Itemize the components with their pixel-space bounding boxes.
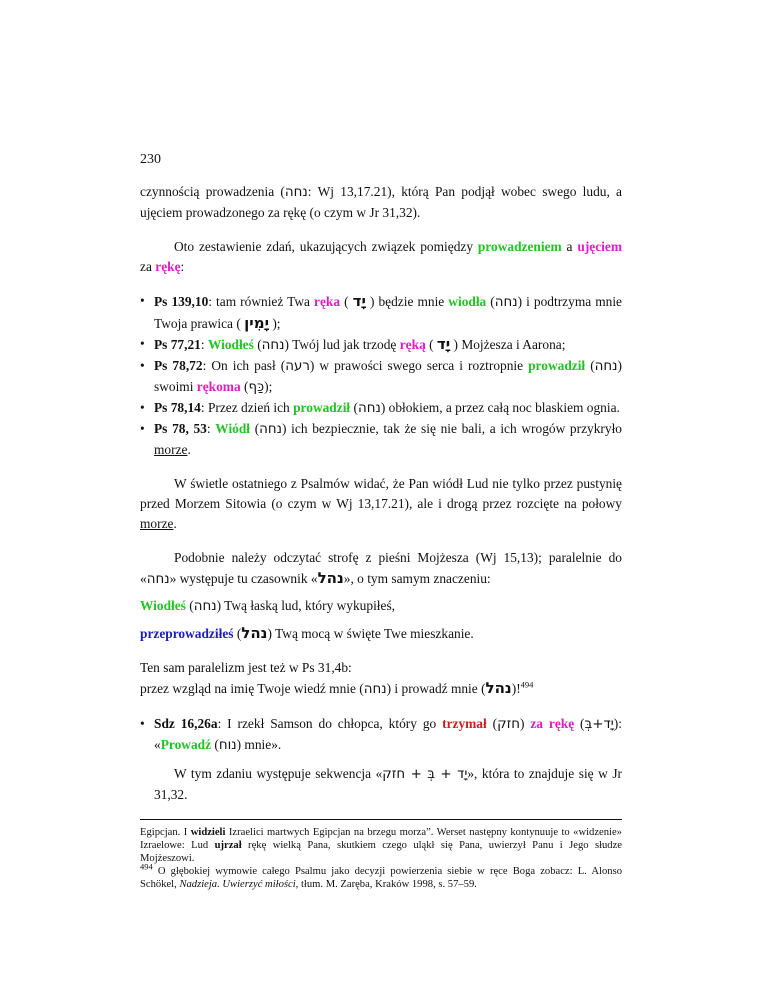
footnotes [140, 826, 622, 891]
hebrew-word: נחה [261, 338, 285, 353]
text: : [200, 337, 208, 352]
text: ( [185, 598, 194, 613]
quote-ps-78-72 [140, 356, 622, 398]
book-title: Nadzieja. Uwierzyć miłości [179, 879, 296, 890]
text: O głębokiej wymowie całego Psalmu jako decyzji powierzenia siebie w ręce Boga zobacz: L. Alonso Schökel, [140, 866, 622, 890]
verse-line-1 [140, 596, 622, 617]
text: ( [340, 294, 353, 309]
text: », która to znajduje się w Jr 31,32. [154, 766, 622, 802]
hebrew-word: יָד+בְּ [584, 717, 614, 732]
hebrew-word: נהל [241, 624, 268, 642]
text: : Wj 13,17.21), którą Pan podjął wobec swego ludu, a ujęciem prowadzonego za rękę (o czym w Jr 31,32). [140, 184, 622, 220]
paragraph-4 [140, 548, 622, 590]
text: ); [264, 379, 273, 394]
keyword: ręką [399, 337, 426, 352]
paragraph-3 [140, 474, 622, 534]
keyword: wiodła [448, 294, 487, 309]
verse-line-2 [140, 623, 622, 644]
text: , tłum. M. Zaręba, Kraków 1998, s. 57–59. [295, 879, 477, 890]
text: : tam również Twa [208, 294, 315, 309]
text: ( [240, 379, 249, 394]
hebrew-word: רעה [285, 359, 310, 374]
keyword: Wiodłeś [207, 337, 254, 352]
bullet: • [140, 358, 145, 373]
text: a [561, 239, 578, 254]
quote-ps-77-21 [140, 334, 622, 356]
keyword: prowadził [293, 400, 351, 415]
keyword-ujeciem: ujęciem [577, 239, 622, 254]
text: ( [425, 337, 437, 352]
text: ) Twój lud jak trzodę [284, 337, 400, 352]
text: : [206, 421, 216, 436]
keyword: ręka [314, 294, 341, 309]
keyword: Wiódł [215, 421, 251, 436]
hebrew-word: נחה [193, 599, 217, 614]
keyword-prowadzeniem: prowadzeniem [477, 239, 562, 254]
quote-ps-139-10 [140, 291, 622, 334]
text: : On ich pasł ( [202, 358, 286, 373]
text: ( [211, 737, 219, 752]
footnote-marker[interactable]: 494 [520, 679, 534, 690]
paragraph-5b [140, 678, 622, 700]
hebrew-word: כַּף [248, 380, 265, 395]
text: ) mnie». [236, 737, 282, 752]
bold-word: ujrzał [214, 840, 242, 851]
underlined-word: morze [154, 442, 188, 457]
text: ) i podtrzyma mnie Twoja prawica ( [154, 294, 623, 331]
hebrew-word: נחה [494, 295, 518, 310]
bullet: • [140, 421, 145, 436]
text: przez wzgląd na imię Twoje wiedź mnie ( [140, 681, 364, 696]
text: . [173, 516, 177, 531]
paragraph-5a: Ten sam paralelizm jest też w Ps 31,4b: [140, 660, 352, 675]
text: ) i prowadź mnie ( [386, 681, 486, 696]
keyword: przeprowadziłeś [140, 626, 234, 641]
text: ) Mojżesza i Aarona; [450, 337, 566, 352]
text: ( [574, 716, 585, 731]
reference: Sdz 16,26a [154, 716, 218, 731]
bullet: • [140, 716, 145, 731]
text: Egipcjan. I [140, 827, 191, 838]
text: ) w prawości swego serca i roztropnie [309, 358, 529, 373]
hebrew-word: נהל [317, 569, 344, 587]
text: Izraelici martwych Egipcjan na brzegu morza”. Werset następny kontynuuje to «widzenie» Izraelowe: Lud [140, 827, 622, 851]
underlined-word: morze [140, 516, 174, 531]
paragraph-1 [140, 182, 622, 223]
footnote-494 [140, 861, 622, 891]
footnote-continued [140, 826, 622, 865]
text: : [180, 259, 185, 274]
keyword: Prowadź [160, 737, 212, 752]
bullet: • [140, 293, 145, 308]
text: rękę wielką Pana, skutkiem czego uląkł się Pana, uwierzył Panu i Jego słudze Mojżeszowi. [140, 840, 623, 864]
hebrew-word: יָד [436, 335, 451, 353]
bullet: • [140, 400, 145, 415]
hebrew-word: נחה [357, 401, 381, 416]
text: W tym zdaniu występuje sekwencja « [174, 766, 383, 781]
text: ) [519, 716, 531, 731]
text: ( [585, 358, 595, 373]
keyword: prowadził [528, 358, 586, 373]
text: ) Twą łaską lud, który wykupiłeś, [216, 598, 396, 613]
bullet: • [140, 336, 145, 351]
keyword: za rękę [530, 716, 575, 731]
keyword-reke: rękę [155, 259, 181, 274]
hebrew-word: נחה [146, 572, 170, 587]
text: W świetle ostatniego z Psalmów widać, że Pan wiódł Lud nie tylko przez pustynię przed Morzem Sitowia (o czym w Wj 13,17.21), ale i drogą przez rozcięte na połowy [140, 476, 622, 511]
reference: Ps 78, 53 [154, 421, 207, 436]
text: czynnością prowadzenia ( [140, 184, 285, 199]
page-content [140, 150, 622, 891]
sequence-note [140, 764, 622, 805]
footnote-rule [140, 819, 622, 820]
text: za [140, 259, 156, 274]
paragraph-6 [154, 764, 622, 805]
hebrew-word: יָמִין [244, 314, 269, 332]
text: ): « [154, 716, 622, 752]
text: ( [486, 716, 498, 731]
hebrew-word: חזק [497, 717, 520, 732]
quote-ps-78-14 [140, 398, 622, 419]
text: : I rzekł Samson do chłopca, który go [217, 716, 443, 731]
keyword: trzymał [442, 716, 487, 731]
keyword: rękoma [196, 379, 241, 394]
hebrew-word: נחה [594, 359, 618, 374]
paragraph-2 [140, 237, 622, 277]
hebrew-word: יָד [352, 292, 366, 310]
footnote-number: 494 [140, 861, 153, 872]
reference: Ps 78,72 [154, 358, 203, 373]
quote-list [140, 291, 622, 460]
text: : Przez dzień ich [200, 400, 294, 415]
hebrew-word: נוח [218, 738, 237, 753]
text: », o tym samym znaczeniu: [343, 571, 491, 586]
text: ) ich bezpiecznie, tak że się nie bali, a ich wrogów przykryło [282, 421, 622, 436]
text: ( [350, 400, 358, 415]
text: )! [511, 681, 521, 696]
hebrew-word: נחה [363, 682, 387, 697]
text: ) Twą mocą w święte Twe mieszkanie. [267, 626, 474, 641]
reference: Ps 78,14 [154, 400, 201, 415]
hebrew-sequence: יָד + בְּ + חזק [382, 767, 468, 782]
text: ) obłokiem, a przez całą noc blaskiem ognia. [380, 400, 620, 415]
text: ( [233, 626, 242, 641]
hebrew-word: נחה [259, 422, 283, 437]
quote-sdz-16-26a [140, 714, 622, 756]
reference: Ps 77,21 [154, 337, 201, 352]
keyword: Wiodłeś [140, 598, 186, 613]
text: . [187, 442, 191, 457]
hebrew-word: נחה [284, 185, 308, 200]
text: ( [486, 294, 495, 309]
text: ); [269, 316, 281, 331]
text: ) swoimi [154, 358, 622, 394]
text: » występuje tu czasownik « [169, 571, 318, 586]
bold-word: widzieli [190, 827, 226, 838]
text: ( [250, 421, 260, 436]
quote-ps-78-53 [140, 419, 622, 460]
page-number: 230 [140, 152, 161, 167]
text: ) będzie mnie [365, 294, 449, 309]
hebrew-word: נהל [485, 679, 512, 697]
reference: Ps 139,10 [154, 294, 209, 309]
text: Oto zestawienie zdań, ukazujących związek pomiędzy [174, 239, 478, 254]
quote-list-2 [140, 714, 622, 756]
text: ( [253, 337, 262, 352]
text: Podobnie należy odczytać strofę z pieśni Mojżesza (Wj 15,13); paralelnie do « [140, 550, 622, 586]
